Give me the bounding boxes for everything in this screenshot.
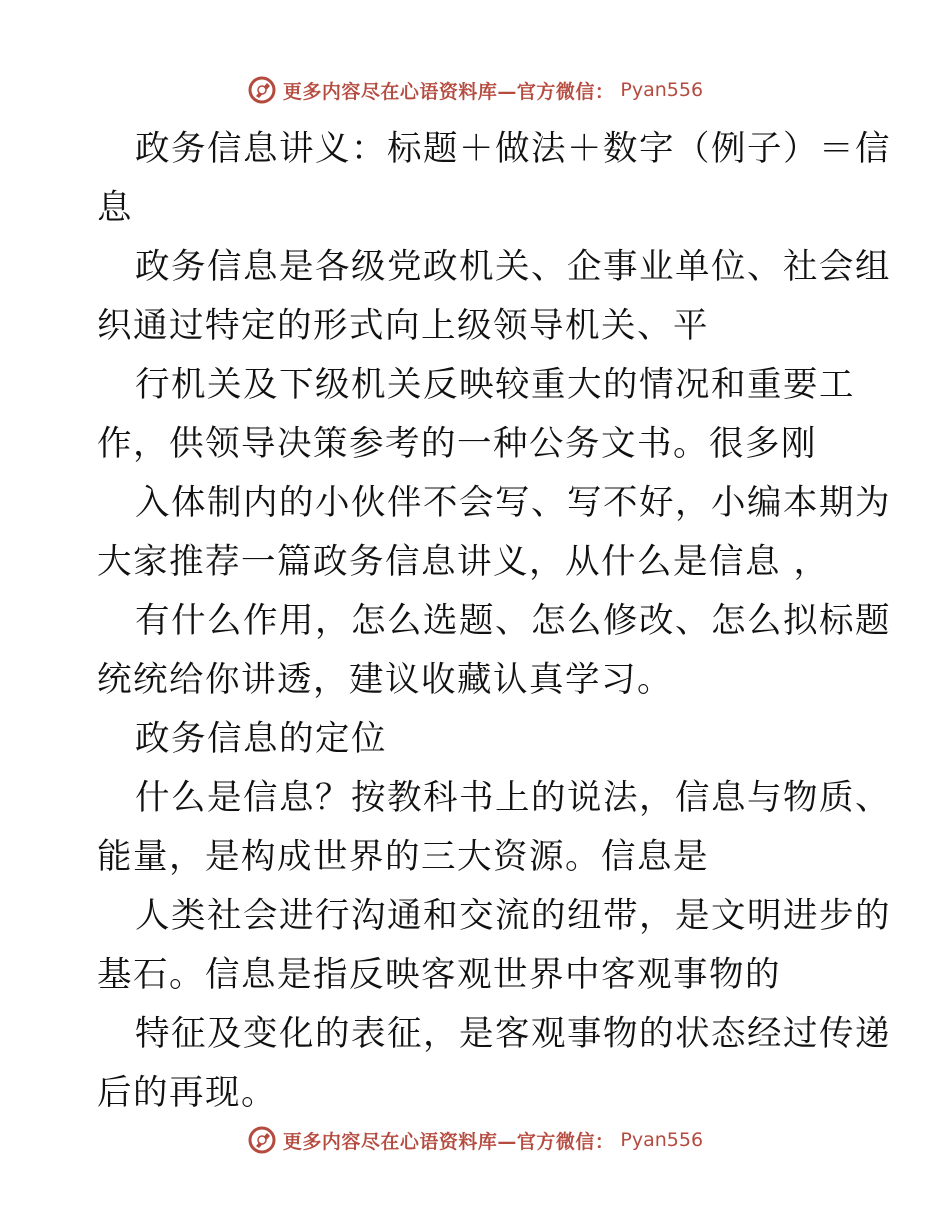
header-wechat-id: Pyan556 [620, 79, 704, 101]
text-line: 政务信息是各级党政机关、企事业单位、社会组 [135, 247, 891, 287]
footer-banner-text: 更多内容尽在心语资料库—官方微信： [282, 1130, 615, 1153]
header-banner-text: 更多内容尽在心语资料库—官方微信： [282, 80, 615, 103]
text-line: 织通过特定的形式向上级领导机关、平 [97, 306, 709, 346]
text-line: 政务信息讲义：标题＋做法＋数字（例子）＝信 [135, 129, 891, 169]
text-line: 有什么作用，怎么选题、怎么修改、怎么拟标题 [135, 601, 891, 641]
text-line: 行机关及下级机关反映较重大的情况和重要工 [135, 365, 855, 405]
text-line: 基石。信息是指反映客观世界中客观事物的 [97, 955, 781, 995]
text-line: 后的再现。 [97, 1073, 277, 1113]
text-line: 息 [97, 188, 133, 228]
text-line: 能量，是构成世界的三大资源。信息是 [97, 837, 709, 877]
text-line: 特征及变化的表征，是客观事物的状态经过传递 [135, 1014, 891, 1054]
pen-seal-icon [247, 1125, 277, 1155]
text-line: 作，供领导决策参考的一种公务文书。很多刚 [97, 424, 817, 464]
pen-seal-icon [247, 75, 277, 105]
document-body [97, 120, 891, 1123]
footer-wechat-id: Pyan556 [620, 1129, 704, 1151]
text-line: 入体制内的小伙伴不会写、写不好，小编本期为 [135, 483, 891, 523]
section-heading: 政务信息的定位 [135, 719, 387, 759]
header-banner [0, 70, 950, 110]
text-line: 大家推荐一篇政务信息讲义，从什么是信息 ， [97, 542, 830, 582]
text-line: 统统给你讲透，建议收藏认真学习。 [97, 660, 673, 700]
text-line: 什么是信息？按教科书上的说法，信息与物质、 [135, 778, 891, 818]
text-line: 人类社会进行沟通和交流的纽带，是文明进步的 [135, 896, 891, 936]
footer-banner [0, 1120, 950, 1160]
